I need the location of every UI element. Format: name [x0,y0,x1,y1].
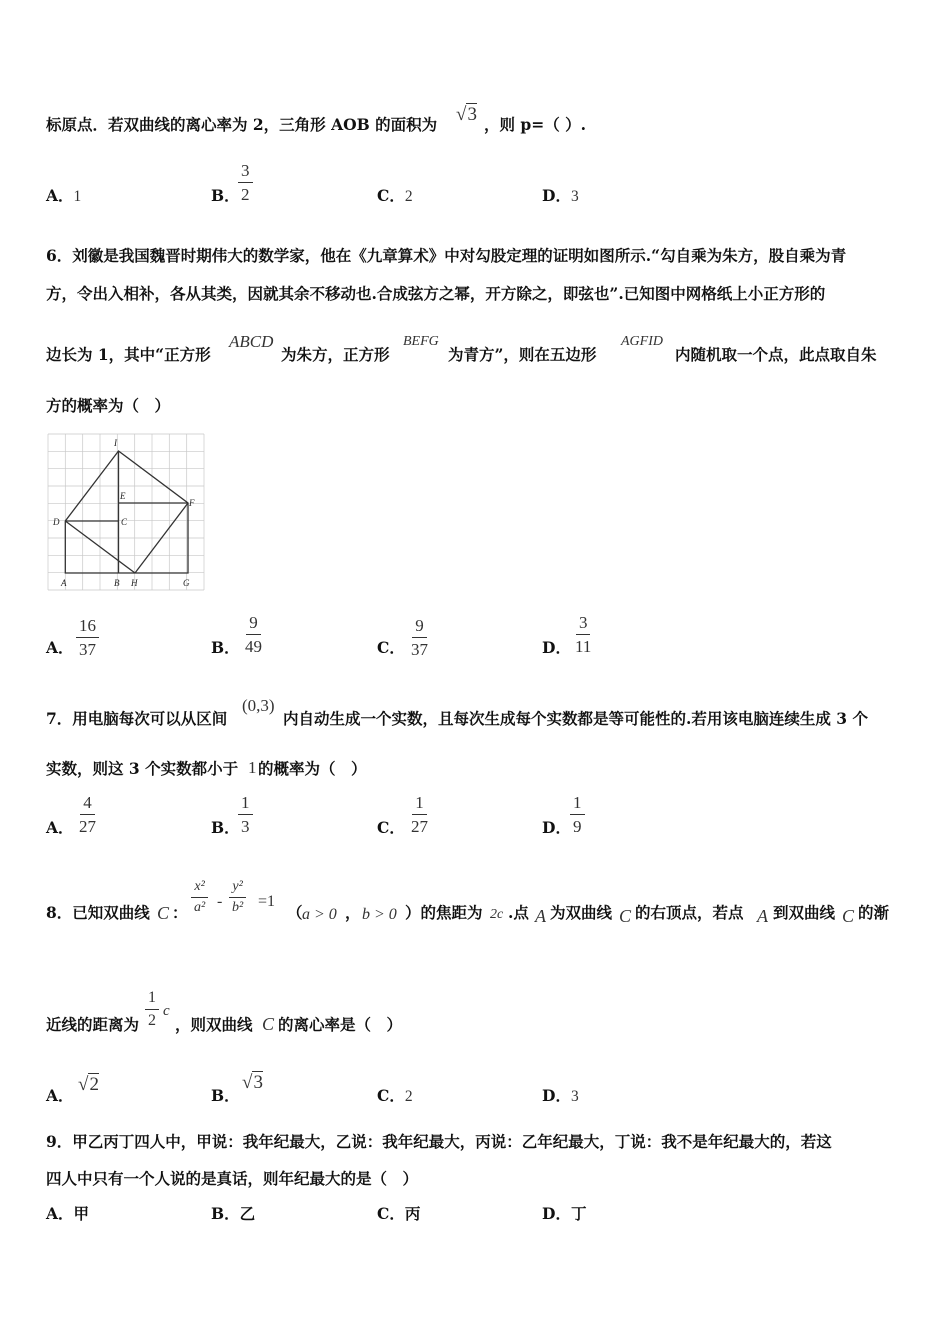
q8-point-a-2: A [757,906,768,926]
q7-option-d[interactable]: D． [542,818,571,837]
q8-line1e: 的右顶点，若点 [635,903,744,922]
q6-abcd: ABCD [229,332,274,351]
q8-cond-open: （ [287,903,303,922]
q8-curve-c-4: C [262,1014,275,1034]
q6-befg: BEFG [403,334,439,349]
q7-line2a: 实数，则这 3 个实数都小于 [46,759,239,778]
q6-line2: 方，令出入相补，各从其类，因就其余不移动也.合成弦方之幂，开方除之，即弦也”.已知图中网格纸上小正方形的 [46,284,826,303]
q8-line1a: 8．已知双曲线 [46,903,150,922]
q7-option-b[interactable]: B． [211,818,240,837]
q8-option-a[interactable]: A． [46,1086,74,1105]
label-f: F [189,498,195,508]
q8-equals-one: =1 [258,893,276,910]
q7-option-d-fraction: $\frac{1}{9}$ [570,794,585,835]
q8-option-c[interactable]: C．2 [377,1086,413,1105]
label-c: C [121,517,128,527]
q8-curve-c: C [157,903,170,923]
q6-option-c[interactable]: C． [377,638,405,657]
q9-option-c[interactable]: C．丙 [377,1204,421,1223]
label-a: A [61,578,67,588]
q6-option-c-fraction: $\frac{9}{37}$ [411,616,428,659]
q8-two-c: 2c [490,907,504,922]
q6-line3c: 为青方”，则在五边形 [448,345,597,364]
q8-a-positive: a > 0 [302,906,337,923]
q8-line1d: 为双曲线 [550,903,613,922]
q7-option-b-fraction: $\frac{1}{3}$ [238,794,253,835]
q8-b-positive: b > 0 [362,906,397,923]
label-b: B [114,578,120,588]
q9-option-d[interactable]: D．丁 [542,1204,587,1223]
q9-line1: 9．甲乙丙丁四人中，甲说：我年纪最大，乙说：我年纪最大，丙说：乙年纪最大，丁说：我不是年纪最大的，若这 [46,1132,832,1151]
q8-x-fraction: $\frac{\text{x²}}{\text{a²}}$ [191,880,208,915]
q9-option-a[interactable]: A．甲 [46,1204,90,1223]
q6-option-b[interactable]: B． [211,638,240,657]
q8-line2a: 近线的距离为 [46,1015,140,1034]
q8-point-a: A [535,906,546,926]
q6-line3d: 内随机取一个点，此点取自朱 [675,345,877,364]
q5-option-a[interactable]: A．1 [46,186,82,205]
q5-sqrt3: √3 [456,104,477,125]
q6-option-d[interactable]: D． [542,638,571,657]
q8-line1g: 的渐 [858,903,890,922]
label-g: G [183,578,190,588]
q5-line1b: ，则 p=（ ）. [484,115,587,134]
q6-line3b: 为朱方，正方形 [281,345,390,364]
q5-option-b-fraction: $\frac{3}{2}$ [238,162,253,203]
q8-line1b: ）的焦距为 [405,903,483,922]
label-d: D [53,517,60,527]
q7-line1a: 7．用电脑每次可以从区间 [46,709,228,728]
q8-line2c: 的离心率是（ ） [278,1015,403,1034]
q7-line2b: 的概率为（ ） [258,759,367,778]
q7-option-a[interactable]: A． [46,818,74,837]
q8-minus: - [217,893,223,910]
label-h: H [131,578,138,588]
q6-figure [46,432,208,592]
q9-option-b[interactable]: B．乙 [211,1204,256,1223]
q7-line1b: 内自动生成一个实数，且每次生成每个实数都是等可能性的.若用该电脑连续生成 3 个 [283,709,868,728]
q7-option-c[interactable]: C． [377,818,405,837]
q8-line1c: .点 [508,903,529,922]
q5-option-b[interactable]: B． [211,186,240,205]
q8-option-b[interactable]: B． [211,1086,240,1105]
q5-option-c[interactable]: C．2 [377,186,413,205]
q7-interval: (0,3) [242,696,275,715]
q8-comma: ， [345,903,361,922]
q6-option-a[interactable]: A． [46,638,74,657]
q6-agfid: AGFID [621,334,663,349]
q5-line1a: 标原点．若双曲线的离心率为 2，三角形 AOB 的面积为 [46,115,438,134]
q6-option-a-fraction: $\frac{16}{37}$ [76,617,99,658]
q8-colon: ： [172,903,188,922]
q5-option-d[interactable]: D．3 [542,186,579,205]
q8-line2b: ，则双曲线 [175,1015,253,1034]
q7-one: 1 [248,758,257,777]
q8-y-fraction: $\frac{\text{y²}}{\text{b²}}$ [229,880,246,915]
q8-option-d[interactable]: D．3 [542,1086,579,1105]
q8-half-fraction: $\frac{1}{2}$ [145,990,159,1029]
q6-line3a: 边长为 1，其中“正方形 [46,345,211,364]
q6-line1: 6．刘徽是我国魏晋时期伟大的数学家，他在《九章算术》中对勾股定理的证明如图所示.“勾自乘为朱方，股自乘为青 [46,246,847,265]
q8-option-b-sqrt: √3 [242,1072,263,1093]
label-i: I [114,438,117,448]
q7-option-a-fraction: $\frac{4}{27}$ [79,793,96,836]
q6-line4: 方的概率为（ ） [46,396,171,415]
q8-line1f: 到双曲线 [773,903,836,922]
q8-curve-c-3: C [842,906,855,926]
q6-option-b-fraction: $\frac{9}{49}$ [245,613,262,656]
q7-option-c-fraction: $\frac{1}{27}$ [411,793,428,836]
q8-c-var: c [163,1003,170,1019]
label-e: E [120,491,126,501]
q8-curve-c-2: C [619,906,632,926]
q6-option-d-fraction: $\frac{3}{11}$ [575,613,592,656]
q8-option-a-sqrt: √2 [78,1074,99,1095]
q9-line2: 四人中只有一个人说的是真话，则年纪最大的是（ ） [46,1169,419,1188]
